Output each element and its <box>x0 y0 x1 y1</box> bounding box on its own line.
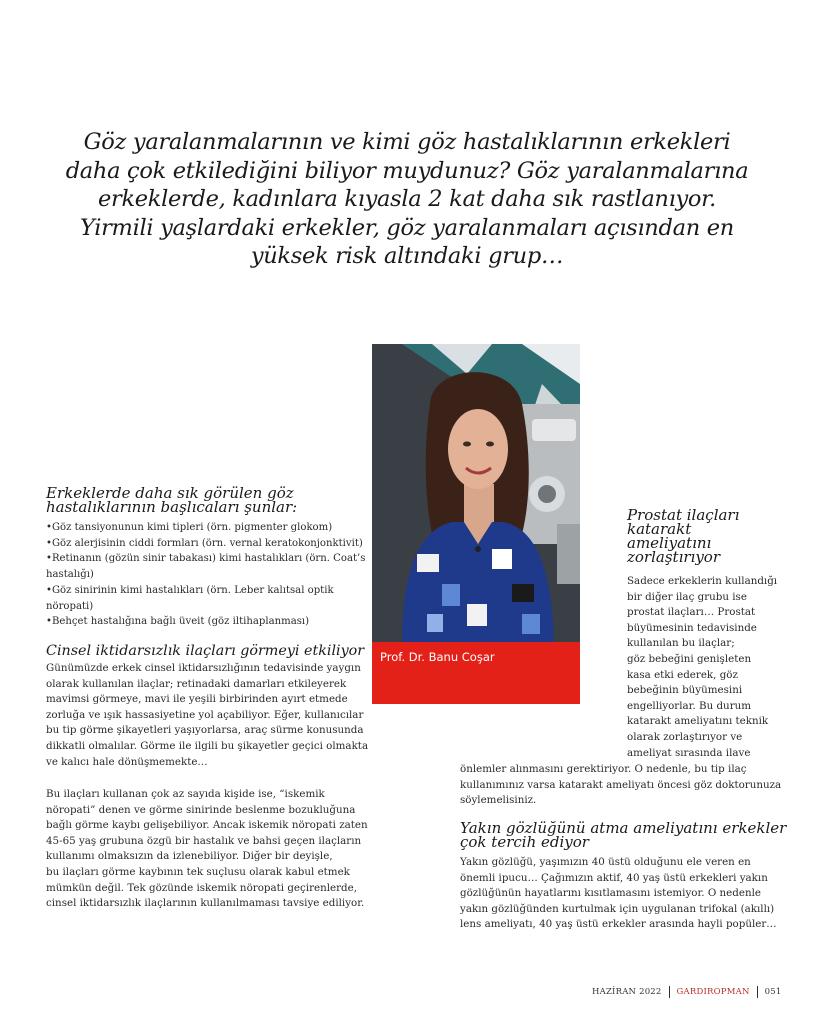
text-line: bağlı görme kaybı gelişebiliyor. Ancak iskemik nöropati zaten <box>46 819 368 832</box>
text-line: Yakın gözlüğü, yaşımızın 40 üstü olduğunu ele veren en <box>460 856 751 868</box>
heading-line: ameliyatını <box>627 534 712 552</box>
footer-divider <box>669 986 670 998</box>
page-footer <box>592 984 781 1000</box>
text-line: yakın gözlüğünden kurtulmak için uygulanan trifokal (akıllı) <box>460 902 775 915</box>
section-heading-eye-diseases <box>46 486 366 514</box>
text-line: olarak zorlaştırıyor ve <box>627 730 743 743</box>
text-line: Bu ilaçları kullanan çok az sayıda kişide ise, “iskemik <box>46 788 325 800</box>
doctor-photo <box>372 344 580 704</box>
heading-line: çok tercih ediyor <box>460 833 589 851</box>
list-item: nöropati) <box>46 600 94 612</box>
footer-divider <box>757 986 758 998</box>
text-line: cinsel iktidarsızlık ilaçlarının kullanılmaması tavsiye ediliyor. <box>46 897 365 910</box>
text-line: göz bebeğini genişleten <box>627 652 752 665</box>
text-line: kullanımı olmaksızın da izlenebiliyor. Diğer bir deyişle, <box>46 850 333 863</box>
text-line: önemli ipucu… Çağımızın aktif, 40 yaş üstü erkekleri yakın <box>460 871 768 884</box>
heading-line: Prostat ilaçları <box>627 506 740 524</box>
text-line: zorluğa ve ışık hassasiyetine yol açabiliyor. Eğer, kullanıcılar <box>46 708 364 721</box>
text-line: kasa etki ederek, göz <box>627 668 738 681</box>
intro-line: Göz yaralanmalarının ve kimi göz hastalıklarının erkekleri <box>83 129 731 155</box>
issue-date: HAZİRAN 2022 <box>592 987 662 997</box>
list-item: •Behçet hastalığına bağlı üveit (göz iltihaplanması) <box>46 616 310 628</box>
text-line: bu tip görme şikayetleri yaşıyorlarsa, araç sürme konusunda <box>46 724 364 737</box>
text-line: olarak kullanılan ilaçlar; retinadaki damarları etkileyerek <box>46 677 347 690</box>
page-number: 051 <box>764 987 782 997</box>
heading-line: katarakt <box>627 520 692 538</box>
text-line: ameliyat sırasında ilave <box>627 746 751 759</box>
text-line: ve kalıcı hale dönüşmemekte… <box>46 755 208 768</box>
text-line: gözlüğünün hayatlarını kısıtlamasını istemiyor. O nedenle <box>460 887 761 900</box>
text-line: kullanımınız varsa katarakt ameliyatı öncesi göz doktorunuza <box>460 778 782 791</box>
list-item: •Retinanın (gözün sinir tabakası) kimi hastalıkları (örn. Coat’s <box>46 553 366 565</box>
text-line: bebeğinin büyümesini <box>627 684 743 697</box>
reading-glasses-paragraph <box>460 855 780 933</box>
text-line: kullanılan bu ilaçlar; <box>627 637 735 650</box>
text-line: önlemler alınmasını gerektiriyor. O nedenle, bu tip ilaç <box>460 763 747 775</box>
text-line: nöropati” denen ve görme sinirinde beslenme bozukluğuna <box>46 803 356 816</box>
text-line: büyümesinin tedavisinde <box>627 621 757 634</box>
heading-line: zorlaştırıyor <box>627 548 721 566</box>
impotence-paragraph-1 <box>46 661 369 770</box>
intro-quote <box>60 128 754 271</box>
text-line: Sadece erkeklerin kullandığı <box>627 575 778 587</box>
text-line: engelliyorlar. Bu durum <box>627 699 752 712</box>
text-line: lens ameliyatı, 40 yaş üstü erkekler arasında hayli popüler… <box>460 918 777 931</box>
list-item: •Göz tansiyonunun kimi tipleri (örn. pigmenter glokom) <box>46 522 333 533</box>
list-item: hastalığı) <box>46 569 94 581</box>
text-line: mavimsi görmeye, mavi ile yeşili birbirinden ayırt etmede <box>46 693 348 706</box>
section-heading-prostate-drugs <box>627 508 777 564</box>
magazine-brand: GARDIROPMAN <box>676 987 750 997</box>
prostate-paragraph-narrow <box>627 574 787 761</box>
text-line: Günümüzde erkek cinsel iktidarsızlığının tedavisinde yaygın <box>46 662 361 674</box>
text-line: söylemelisiniz. <box>460 794 537 807</box>
photo-caption: Prof. Dr. Banu Coşar <box>380 650 495 664</box>
text-line: bu ilaçları görme kaybının tek suçlusu olarak kabul etmek <box>46 865 350 878</box>
section-heading-impotence-drugs: Cinsel iktidarsızlık ilaçları görmeyi etkiliyor <box>46 643 365 659</box>
impotence-paragraph-2 <box>46 787 366 912</box>
list-item: •Göz sinirinin kimi hastalıkları (örn. Leber kalıtsal optik <box>46 584 334 596</box>
list-item: •Göz alerjisinin ciddi formları (örn. vernal keratokonjonktivit) <box>46 537 363 549</box>
intro-line: daha çok etkilediğini biliyor muydunuz? Göz yaralanmalarına <box>65 157 749 184</box>
intro-line: erkeklerde, kadınlara kıyasla 2 kat daha sık rastlanıyor. <box>97 186 717 212</box>
text-line: prostat ilaçları… Prostat <box>627 606 756 619</box>
text-line: bir diğer ilaç grubu ise <box>627 590 747 603</box>
text-line: dikkatli olmalılar. Görme ile ilgili bu şikayetler geçici olmakta <box>46 739 369 752</box>
prostate-paragraph-wide <box>460 762 790 809</box>
text-line: katarakt ameliyatını teknik <box>627 715 769 728</box>
section-heading-reading-glasses <box>460 819 787 851</box>
heading-line: Yakın gözlüğünü atma ameliyatını erkekler <box>460 819 787 837</box>
text-line: 45-65 yaş grubuna özgü bir hastalık ve bahsi geçen ilaçların <box>46 834 362 847</box>
doctor-portrait-image <box>372 344 580 644</box>
heading-line: hastalıklarının başlıcaları şunlar: <box>46 498 298 516</box>
text-line: mümkün değil. Tek gözünde iskemik nöropati geçirenlerde, <box>46 881 357 894</box>
intro-line: yüksek risk altındaki grup… <box>250 243 564 269</box>
heading-line: Erkeklerde daha sık görülen göz <box>46 484 294 502</box>
intro-line: Yirmili yaşlardaki erkekler, göz yaralanmaları açısından en <box>80 214 734 241</box>
eye-disease-list <box>46 520 366 630</box>
